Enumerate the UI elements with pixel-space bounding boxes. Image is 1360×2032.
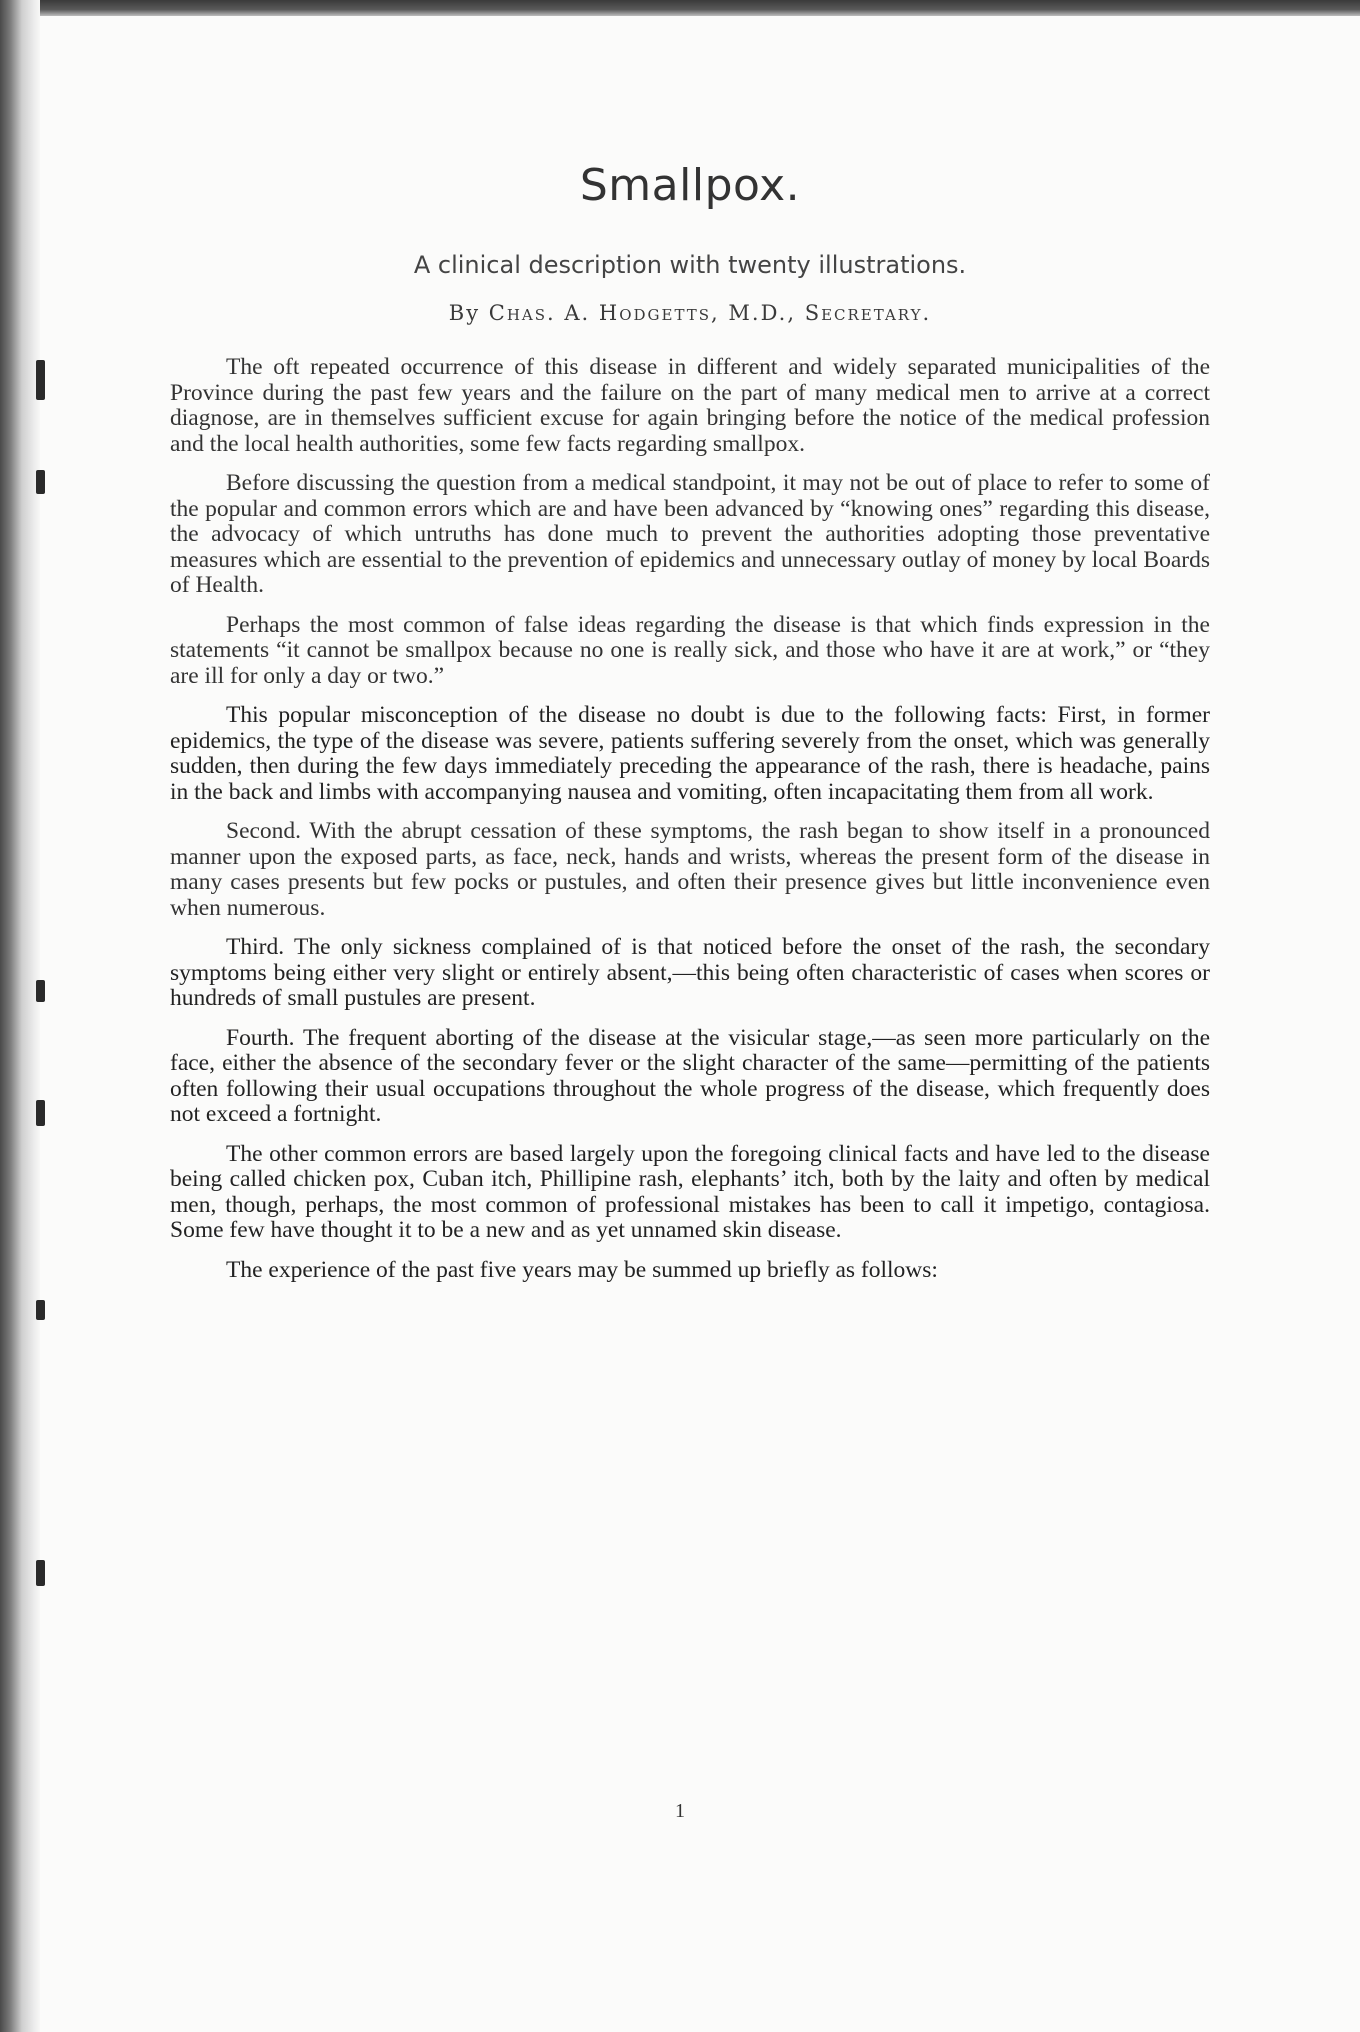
paragraph: Second. With the abrupt cessation of these symptoms, the rash began to show itself in a pronounced manner upon the exposed parts, as face, neck, hands and wrists, whereas the present form of the disease in many cases presents but few pocks or pustules, and often their presence gives but little inconvenience even when numerous. xyxy=(170,818,1210,921)
author-byline xyxy=(170,301,1210,325)
binding-mark xyxy=(36,1100,45,1126)
paragraph: The oft repeated occurrence of this disease in different and widely separated municipalities of the Province during the past few years and the failure on the part of many medical men to arrive at a correct diagnose, are in themselves sufficient excuse for again bringing before the notice of the medical profession and the local health authorities, some few facts regarding smallpox. xyxy=(170,354,1210,457)
page-title: Smallpox. xyxy=(579,160,801,211)
byline-prefix: By xyxy=(448,301,481,325)
article-body xyxy=(170,355,1210,1283)
byline-role: Secretary. xyxy=(804,301,932,325)
paragraph: This popular misconception of the disease no doubt is due to the following facts: First, in former epidemics, the type of the disease was severe, patients suffering severely from the onset, which was generally sudden, then during the few days immediately preceding the appearance of the rash, there is headache, pains in the back and limbs with accompanying nausea and vomiting, often incapacitating them from all work. xyxy=(170,702,1210,805)
page-number: 1 xyxy=(675,1800,685,1822)
document-page xyxy=(170,160,1210,1297)
paragraph: The other common errors are based largely upon the foregoing clinical facts and have led to the disease being called chicken pox, Cuban itch, Phillipine rash, elephants’ itch, both by the laity and often by medical men, though, perhaps, the most common of professional mistakes has been to call it impetigo, contagiosa. Some few have thought it to be a new and as yet unnamed skin disease. xyxy=(170,1140,1210,1243)
paragraph: Third. The only sickness complained of is that noticed before the onset of the rash, the secondary symptoms being either very slight or entirely absent,—this being often characteristic of cases when scores or hundreds of small pustules are present. xyxy=(170,934,1210,1011)
paragraph: Before discussing the question from a medical standpoint, it may not be out of place to refer to some of the popular and common errors which are and have been advanced by “knowing ones” regarding this disease, the advocacy of which untruths has done much to prevent the authorities adopting those preventative measures which are essential to the prevention of epidemics and unnecessary outlay of money by local Boards of Health. xyxy=(170,470,1210,598)
binding-mark xyxy=(36,470,45,494)
binding-mark xyxy=(36,1560,45,1586)
scan-top-edge xyxy=(0,0,1360,16)
book-spine-shadow xyxy=(0,0,40,2032)
paragraph: The experience of the past five years may be summed up briefly as follows: xyxy=(226,1256,938,1283)
paragraph: Fourth. The frequent aborting of the disease at the visicular stage,—as seen more particularly on the face, either the absence of the secondary fever or the slight character of the same—permitting of the patients often following their usual occupations throughout the whole progress of the disease, which frequently does not exceed a fortnight. xyxy=(170,1024,1210,1127)
binding-mark xyxy=(36,980,45,1002)
binding-mark xyxy=(36,1300,45,1320)
page-subtitle: A clinical description with twenty illustrations. xyxy=(413,251,967,279)
byline-author: Chas. A. Hodgetts, M.D., xyxy=(488,301,797,325)
paragraph: Perhaps the most common of false ideas regarding the disease is that which finds expression in the statements “it cannot be smallpox because no one is really sick, and those who have it are at work,” or “they are ill for only a day or two.” xyxy=(170,611,1210,689)
binding-mark xyxy=(36,360,45,400)
